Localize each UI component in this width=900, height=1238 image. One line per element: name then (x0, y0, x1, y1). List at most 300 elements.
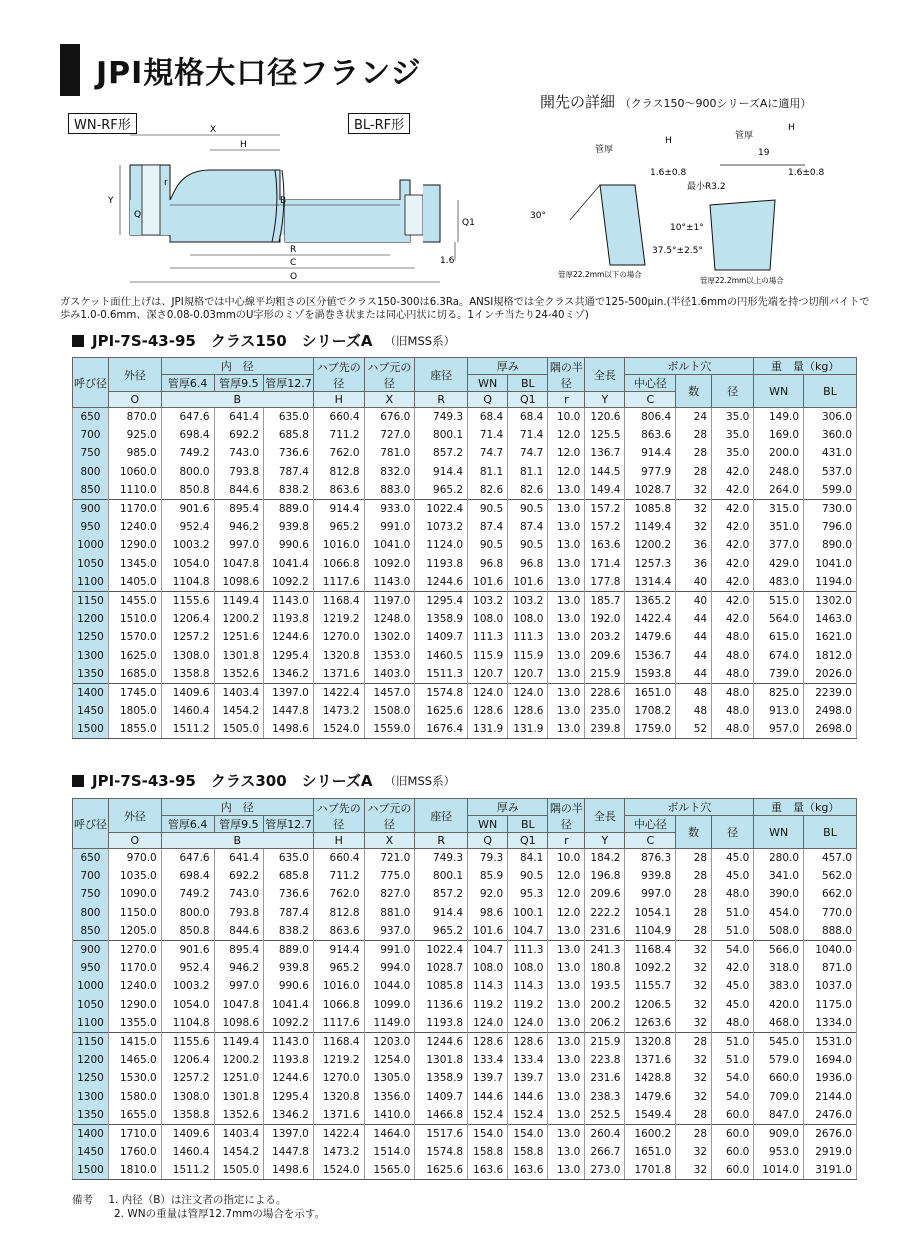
hdr-wn: WN (468, 375, 508, 392)
table-cell: 28 (676, 426, 712, 444)
table-cell: 13.0 (548, 518, 585, 536)
table300 (72, 798, 857, 1180)
table-cell: 997.0 (214, 977, 264, 995)
table-cell: 96.8 (468, 555, 508, 573)
table-cell: 120.6 (585, 408, 625, 427)
table-cell: 739.0 (754, 665, 804, 684)
table-cell: 660.4 (313, 408, 364, 427)
table-cell: 562.0 (804, 867, 857, 885)
bevel-kankou-1: 管厚 (595, 145, 614, 155)
table-cell: 32 (676, 518, 712, 536)
table-cell: 1302.0 (364, 628, 415, 646)
table-cell: 125.5 (585, 426, 625, 444)
hdr-thick: 厚み (468, 358, 548, 375)
table-cell: 508.0 (754, 922, 804, 941)
table-cell: 1371.6 (625, 1051, 676, 1069)
table-cell: 1193.8 (264, 610, 314, 628)
table-cell: 1346.2 (264, 665, 314, 684)
table-cell: 749.2 (161, 885, 214, 903)
table-cell: 44 (676, 646, 712, 664)
table-cell: 98.6 (468, 904, 508, 922)
table-row (73, 536, 857, 554)
table-cell: 1409.7 (415, 1087, 468, 1105)
hdr-inner: 内 径 (161, 799, 313, 816)
table-cell: 599.0 (804, 481, 857, 500)
table-cell: 1511.2 (161, 1161, 214, 1180)
table-cell: 850.8 (161, 481, 214, 500)
table-cell: 28 (676, 1124, 712, 1143)
table-cell: 1085.8 (625, 499, 676, 518)
table-cell: 736.6 (264, 885, 314, 903)
table-cell: 196.8 (585, 867, 625, 885)
sym-x: X (364, 833, 415, 849)
hdr-bolt: ボルト穴 (625, 799, 754, 816)
table-cell: 1320.8 (625, 1032, 676, 1051)
table-cell: 762.0 (313, 444, 364, 462)
table-cell: 890.0 (804, 536, 857, 554)
table-cell: 1251.6 (214, 628, 264, 646)
table-row (73, 1014, 857, 1033)
table-cell: 209.6 (585, 885, 625, 903)
table-cell: 1257.3 (625, 555, 676, 573)
table-cell: 1405.0 (108, 573, 161, 592)
table-cell: 579.0 (754, 1051, 804, 1069)
table-cell: 1302.0 (804, 591, 857, 610)
nominal-size-cell: 650 (73, 408, 109, 427)
table-cell: 28 (676, 904, 712, 922)
table-cell: 128.6 (468, 702, 508, 720)
table-cell: 1473.2 (313, 1143, 364, 1161)
table-cell: 13.0 (548, 977, 585, 995)
table-cell: 876.3 (625, 849, 676, 868)
table-cell: 1155.6 (161, 1032, 214, 1051)
bevel-tol-2: 1.6±0.8 (788, 168, 825, 178)
table-cell: 1098.6 (214, 1014, 264, 1033)
table-cell: 228.6 (585, 683, 625, 702)
sym-y: Y (585, 833, 625, 849)
table-cell: 781.0 (364, 444, 415, 462)
table-cell: 965.2 (313, 959, 364, 977)
table-cell: 42.0 (712, 518, 754, 536)
hdr-dia: 径 (712, 816, 754, 849)
table-cell: 264.0 (754, 481, 804, 500)
table-cell: 383.0 (754, 977, 804, 995)
table-cell: 13.0 (548, 1051, 585, 1069)
dim-y: Y (108, 196, 114, 206)
table-cell: 1073.2 (415, 518, 468, 536)
table-cell: 13.0 (548, 610, 585, 628)
table-cell: 1810.0 (108, 1161, 161, 1180)
table-cell: 154.0 (468, 1124, 508, 1143)
table-cell: 1041.4 (264, 555, 314, 573)
table-row (73, 499, 857, 518)
table-cell: 13.0 (548, 481, 585, 500)
table150-heading (72, 330, 455, 351)
table-cell: 1454.2 (214, 1143, 264, 1161)
table-cell: 662.0 (804, 885, 857, 903)
table-cell: 1422.4 (313, 683, 364, 702)
table-cell: 1397.0 (264, 683, 314, 702)
table-cell: 1206.5 (625, 996, 676, 1014)
table-cell: 914.4 (313, 940, 364, 959)
table-cell: 42.0 (712, 499, 754, 518)
table-cell: 111.3 (508, 940, 548, 959)
hdr-length: 全長 (585, 799, 625, 833)
table-cell: 215.9 (585, 665, 625, 684)
table-cell: 457.0 (804, 849, 857, 868)
table-cell: 44 (676, 628, 712, 646)
nominal-size-cell: 850 (73, 481, 109, 500)
nominal-size-cell: 1150 (73, 1032, 109, 1051)
table-cell: 1403.4 (214, 1124, 264, 1143)
table-cell: 1455.0 (108, 591, 161, 610)
table-cell: 946.2 (214, 959, 264, 977)
table-cell: 13.0 (548, 555, 585, 573)
table-cell: 1365.2 (625, 591, 676, 610)
table-cell: 48.0 (712, 702, 754, 720)
table-row (73, 922, 857, 941)
table-cell: 1397.0 (264, 1124, 314, 1143)
nominal-size-cell: 1300 (73, 1087, 109, 1105)
table-cell: 913.0 (754, 702, 804, 720)
table-row (73, 720, 857, 739)
table-cell: 28 (676, 885, 712, 903)
table-cell: 1257.2 (161, 1069, 214, 1087)
table-cell: 60.0 (712, 1124, 754, 1143)
table-cell: 1358.8 (161, 1106, 214, 1125)
table-cell: 1685.0 (108, 665, 161, 684)
table-cell: 838.2 (264, 481, 314, 500)
table-cell: 420.0 (754, 996, 804, 1014)
table-cell: 883.0 (364, 481, 415, 500)
table-cell: 698.4 (161, 426, 214, 444)
table-cell: 1352.6 (214, 1106, 264, 1125)
table-row (73, 518, 857, 536)
table-cell: 12.0 (548, 426, 585, 444)
table-cell: 1358.9 (415, 1069, 468, 1087)
table-cell: 1290.0 (108, 996, 161, 1014)
table-cell: 965.2 (415, 481, 468, 500)
hdr-hub-base: ハブ元の径 (364, 358, 415, 392)
hdr-bolt: ボルト穴 (625, 358, 754, 375)
table-cell: 1194.0 (804, 573, 857, 592)
table-row (73, 628, 857, 646)
table-cell: 44 (676, 665, 712, 684)
table-cell: 36 (676, 536, 712, 554)
table-cell: 1244.6 (264, 628, 314, 646)
table-cell: 13.0 (548, 646, 585, 664)
bevel-kankou-2: 管厚 (735, 131, 754, 141)
hdr-t95: 管厚9.5 (214, 816, 264, 833)
table-cell: 914.4 (415, 904, 468, 922)
table-cell: 1251.0 (214, 1069, 264, 1087)
table-cell: 1143.0 (264, 1032, 314, 1051)
table-cell: 676.0 (364, 408, 415, 427)
flange-drawing (60, 105, 880, 295)
table-cell: 1580.0 (108, 1087, 161, 1105)
table-cell: 13.0 (548, 1069, 585, 1087)
table-cell: 863.6 (313, 481, 364, 500)
table-cell: 13.0 (548, 1161, 585, 1180)
hdr-t64: 管厚6.4 (161, 375, 214, 392)
hdr-weight-bl: BL (804, 375, 857, 408)
nominal-size-cell: 700 (73, 867, 109, 885)
table-cell: 857.2 (415, 885, 468, 903)
table-row (73, 481, 857, 500)
hdr-t64: 管厚6.4 (161, 816, 214, 833)
hdr-weight-bl: BL (804, 816, 857, 849)
table-cell: 1574.8 (415, 683, 468, 702)
table-cell: 1559.0 (364, 720, 415, 739)
table-cell: 1047.8 (214, 996, 264, 1014)
dim-b: B (280, 196, 287, 206)
table-cell: 832.0 (364, 463, 415, 481)
hdr-seat: 座径 (415, 358, 468, 392)
table-cell: 483.0 (754, 573, 804, 592)
table-cell: 144.6 (468, 1087, 508, 1105)
heading-marker (72, 335, 84, 347)
table-cell: 13.0 (548, 573, 585, 592)
table-cell: 60.0 (712, 1106, 754, 1125)
table-cell: 1314.4 (625, 573, 676, 592)
hdr-dia: 径 (712, 375, 754, 408)
heading-marker (72, 775, 84, 787)
table-cell: 238.3 (585, 1087, 625, 1105)
hdr-count: 数 (676, 375, 712, 408)
table-cell: 736.6 (264, 444, 314, 462)
nominal-size-cell: 850 (73, 922, 109, 941)
table-cell: 730.0 (804, 499, 857, 518)
table300-title: JPI-7S-43-95 クラス300 シリーズA (92, 772, 373, 790)
table-cell: 12.0 (548, 463, 585, 481)
table-cell: 32 (676, 499, 712, 518)
table-cell: 1206.4 (161, 1051, 214, 1069)
table-cell: 770.0 (804, 904, 857, 922)
table-cell: 133.4 (468, 1051, 508, 1069)
table-cell: 1295.4 (264, 1087, 314, 1105)
sym-y: Y (585, 392, 625, 408)
table-cell: 200.0 (754, 444, 804, 462)
table-cell: 909.0 (754, 1124, 804, 1143)
hdr-corner: 隅の半径 (548, 799, 585, 833)
table-cell: 13.0 (548, 940, 585, 959)
table-cell: 1200.2 (214, 1051, 264, 1069)
table300-heading (72, 770, 455, 791)
table-cell: 111.3 (468, 628, 508, 646)
hdr-pcd: 中心径 (625, 816, 676, 833)
table-cell: 45.0 (712, 867, 754, 885)
hdr-t95: 管厚9.5 (214, 375, 264, 392)
table-cell: 120.7 (468, 665, 508, 684)
hdr-bl: BL (508, 816, 548, 833)
table-cell: 42.0 (712, 573, 754, 592)
sym-r-small: r (548, 392, 585, 408)
table-cell: 965.2 (313, 518, 364, 536)
table-cell: 1150.0 (108, 904, 161, 922)
table-cell: 36 (676, 555, 712, 573)
table-cell: 1517.6 (415, 1124, 468, 1143)
table-row (73, 426, 857, 444)
wn-rf-label: WN-RF形 (68, 113, 137, 134)
table-cell: 136.7 (585, 444, 625, 462)
table-cell: 139.7 (468, 1069, 508, 1087)
table-cell: 139.7 (508, 1069, 548, 1087)
table-cell: 1104.8 (161, 1014, 214, 1033)
table-cell: 90.5 (468, 499, 508, 518)
table-cell: 827.0 (364, 885, 415, 903)
nominal-size-cell: 1500 (73, 720, 109, 739)
table-cell: 52 (676, 720, 712, 739)
table-cell: 1240.0 (108, 977, 161, 995)
table-row (73, 683, 857, 702)
table-cell: 13.0 (548, 499, 585, 518)
table-cell: 241.3 (585, 940, 625, 959)
table-cell: 13.0 (548, 996, 585, 1014)
table-row (73, 702, 857, 720)
table-cell: 1149.4 (214, 591, 264, 610)
table-cell: 990.6 (264, 536, 314, 554)
table-cell: 13.0 (548, 1106, 585, 1125)
table-cell: 1346.2 (264, 1106, 314, 1125)
table-cell: 564.0 (754, 610, 804, 628)
table-cell: 800.1 (415, 867, 468, 885)
hdr-pcd: 中心径 (625, 375, 676, 392)
table-cell: 360.0 (804, 426, 857, 444)
nominal-size-cell: 650 (73, 849, 109, 868)
table-cell: 2476.0 (804, 1106, 857, 1125)
dim-x: X (210, 125, 217, 135)
table-cell: 1409.7 (415, 628, 468, 646)
table-row (73, 940, 857, 959)
table-cell: 2676.0 (804, 1124, 857, 1143)
table-cell: 32 (676, 1087, 712, 1105)
table-cell: 1479.6 (625, 1087, 676, 1105)
table-cell: 1457.0 (364, 683, 415, 702)
table-row (73, 1161, 857, 1180)
table-cell: 1219.2 (313, 1051, 364, 1069)
table-cell: 1415.0 (108, 1032, 161, 1051)
table-cell: 1301.8 (214, 646, 264, 664)
table-cell: 749.2 (161, 444, 214, 462)
table-cell: 1136.6 (415, 996, 468, 1014)
table-cell: 115.9 (508, 646, 548, 664)
hdr-weight: 重 量（kg） (754, 358, 857, 375)
dim-r: R (290, 245, 297, 255)
table-row (73, 867, 857, 885)
table-cell: 266.7 (585, 1143, 625, 1161)
table-cell: 1143.0 (364, 573, 415, 592)
table-cell: 895.4 (214, 499, 264, 518)
table-cell: 131.9 (508, 720, 548, 739)
table-cell: 3191.0 (804, 1161, 857, 1180)
nominal-size-cell: 1150 (73, 591, 109, 610)
table-cell: 1206.4 (161, 610, 214, 628)
table-cell: 863.6 (625, 426, 676, 444)
table-cell: 51.0 (712, 922, 754, 941)
table-cell: 13.0 (548, 628, 585, 646)
table-cell: 45.0 (712, 849, 754, 868)
table-cell: 1240.0 (108, 518, 161, 536)
table-cell: 48 (676, 683, 712, 702)
table-cell: 970.0 (108, 849, 161, 868)
table-cell: 13.0 (548, 959, 585, 977)
table-cell: 315.0 (754, 499, 804, 518)
table-cell: 1355.0 (108, 1014, 161, 1033)
table-cell: 901.6 (161, 940, 214, 959)
table-cell: 144.6 (508, 1087, 548, 1105)
table-cell: 1248.0 (364, 610, 415, 628)
table-cell: 1352.6 (214, 665, 264, 684)
sym-x: X (364, 392, 415, 408)
table-cell: 1473.2 (313, 702, 364, 720)
table-cell: 537.0 (804, 463, 857, 481)
table-cell: 1193.8 (264, 1051, 314, 1069)
table-cell: 1305.0 (364, 1069, 415, 1087)
table-cell: 163.6 (585, 536, 625, 554)
table-cell: 1301.8 (214, 1087, 264, 1105)
table-cell: 1530.0 (108, 1069, 161, 1087)
table-cell: 108.0 (468, 959, 508, 977)
table-cell: 641.4 (214, 849, 264, 868)
table-cell: 87.4 (468, 518, 508, 536)
table-cell: 1170.0 (108, 499, 161, 518)
sym-h: H (313, 392, 364, 408)
table150-body (73, 408, 857, 739)
table-cell: 1625.0 (108, 646, 161, 664)
table-cell: 1203.0 (364, 1032, 415, 1051)
table-cell: 48.0 (712, 628, 754, 646)
bevel-caption-2: 管厚22.2mm以上の場合 (700, 276, 784, 285)
table-cell: 235.0 (585, 702, 625, 720)
table-cell: 13.0 (548, 702, 585, 720)
table-cell: 103.2 (508, 591, 548, 610)
table-cell: 103.2 (468, 591, 508, 610)
table-cell: 163.6 (508, 1161, 548, 1180)
table-cell: 13.0 (548, 1087, 585, 1105)
table-cell: 1205.0 (108, 922, 161, 941)
nominal-size-cell: 1400 (73, 683, 109, 702)
table-cell: 1040.0 (804, 940, 857, 959)
sym-o: O (108, 392, 161, 408)
nominal-size-cell: 800 (73, 904, 109, 922)
table-cell: 1016.0 (313, 536, 364, 554)
nominal-size-cell: 1200 (73, 610, 109, 628)
table-cell: 1244.6 (415, 573, 468, 592)
table-cell: 946.2 (214, 518, 264, 536)
table-cell: 692.2 (214, 426, 264, 444)
nominal-size-cell: 1250 (73, 1069, 109, 1087)
table-cell: 222.2 (585, 904, 625, 922)
nominal-size-cell: 950 (73, 959, 109, 977)
table-cell: 108.0 (468, 610, 508, 628)
table-cell: 1936.0 (804, 1069, 857, 1087)
table-cell: 185.7 (585, 591, 625, 610)
table-cell: 431.0 (804, 444, 857, 462)
sym-q: Q (468, 833, 508, 849)
bevel-angle-2: 10°±1° (670, 223, 704, 233)
table-cell: 749.3 (415, 849, 468, 868)
table-cell: 1168.4 (313, 591, 364, 610)
table-cell: 318.0 (754, 959, 804, 977)
dim-o: O (290, 272, 298, 282)
table-cell: 1295.4 (264, 646, 314, 664)
table-cell: 1805.0 (108, 702, 161, 720)
table-cell: 13.0 (548, 536, 585, 554)
table-cell: 42.0 (712, 959, 754, 977)
table-row (73, 1124, 857, 1143)
table-cell: 35.0 (712, 408, 754, 427)
table-cell: 180.8 (585, 959, 625, 977)
